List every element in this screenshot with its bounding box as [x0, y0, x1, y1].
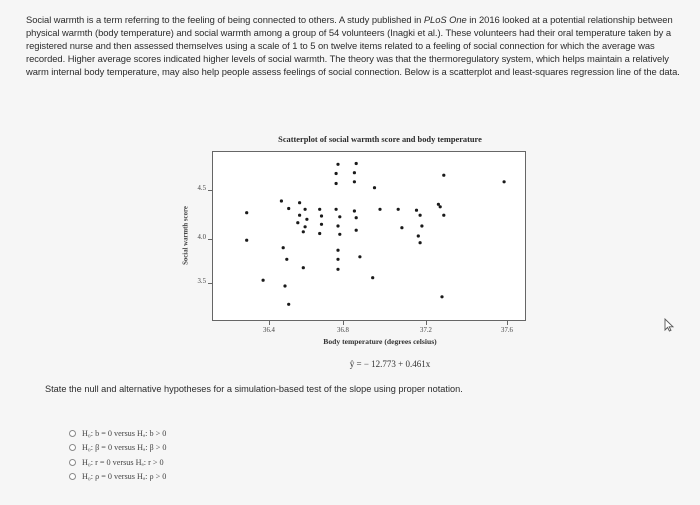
option-1[interactable] — [69, 426, 167, 441]
radio-button[interactable] — [69, 444, 76, 451]
x-tick-label: 37.6 — [501, 327, 513, 334]
x-tick-label: 36.8 — [337, 327, 349, 334]
x-tick-mark — [426, 321, 427, 325]
plot-area — [212, 151, 526, 321]
x-axis-label: Body temperature (degrees celsius) — [323, 337, 437, 346]
intro-text-1: Social warmth is a term referring to the feeling of being connected to others. A study published in — [26, 14, 424, 25]
y-tick-label: 4.0 — [197, 234, 206, 241]
option-label: H₀: b = 0 versus Hₐ: b > 0 — [82, 428, 167, 438]
y-tick-label: 3.5 — [197, 278, 206, 285]
y-tick-mark — [208, 190, 212, 191]
x-tick-mark — [269, 321, 270, 325]
y-axis-label: Social warmth score — [182, 206, 190, 265]
option-label: H₀: r = 0 versus Hₐ: r > 0 — [82, 457, 164, 467]
x-tick-label: 37.2 — [420, 327, 432, 334]
radio-button[interactable] — [69, 473, 76, 480]
mouse-cursor-icon — [662, 318, 676, 332]
option-4[interactable] — [69, 470, 167, 485]
journal-name: PLoS One — [423, 14, 467, 25]
y-tick-mark — [208, 239, 212, 240]
intro-paragraph — [26, 13, 686, 78]
option-label: H₀: β = 0 versus Hₐ: β > 0 — [82, 443, 167, 453]
option-2[interactable] — [69, 441, 167, 456]
x-tick-mark — [343, 321, 344, 325]
x-tick-label: 36.4 — [263, 327, 275, 334]
chart-title: Scatterplot of social warmth score and body temperature — [278, 135, 482, 144]
radio-button[interactable] — [69, 430, 76, 437]
option-label: H₀: ρ = 0 versus Hₐ: ρ > 0 — [82, 472, 167, 482]
regression-equation: ŷ = − 12.773 + 0.461x — [349, 359, 431, 369]
radio-button[interactable] — [69, 459, 76, 466]
question-text: State the null and alternative hypotheses for a simulation-based test of the slope using proper notation. — [45, 384, 463, 394]
option-3[interactable] — [69, 455, 167, 470]
y-tick-label: 4.5 — [197, 185, 206, 192]
intro-text-2: in 2016 looked at a potential relationship between physical warmth (body temperature) and social warmth among a group of 54 volunteers (Inagki et al.). These volunteers had their oral temperature taken by a registered nurse and then assessed themselves using a scale of 1 to 5 on twelve items related to a feeling of social connection for which the average was recorded. Higher average scores indicated higher levels of social warmth. The theory was that the thermoregulatory system, which helps maintain a relatively warm internal body temperature, may also help people assess feelings of social connection. Below is a scatterplot and least-squares regression line of the data. — [26, 14, 680, 78]
y-tick-mark — [208, 283, 212, 284]
x-tick-mark — [507, 321, 508, 325]
answer-options — [69, 426, 167, 484]
